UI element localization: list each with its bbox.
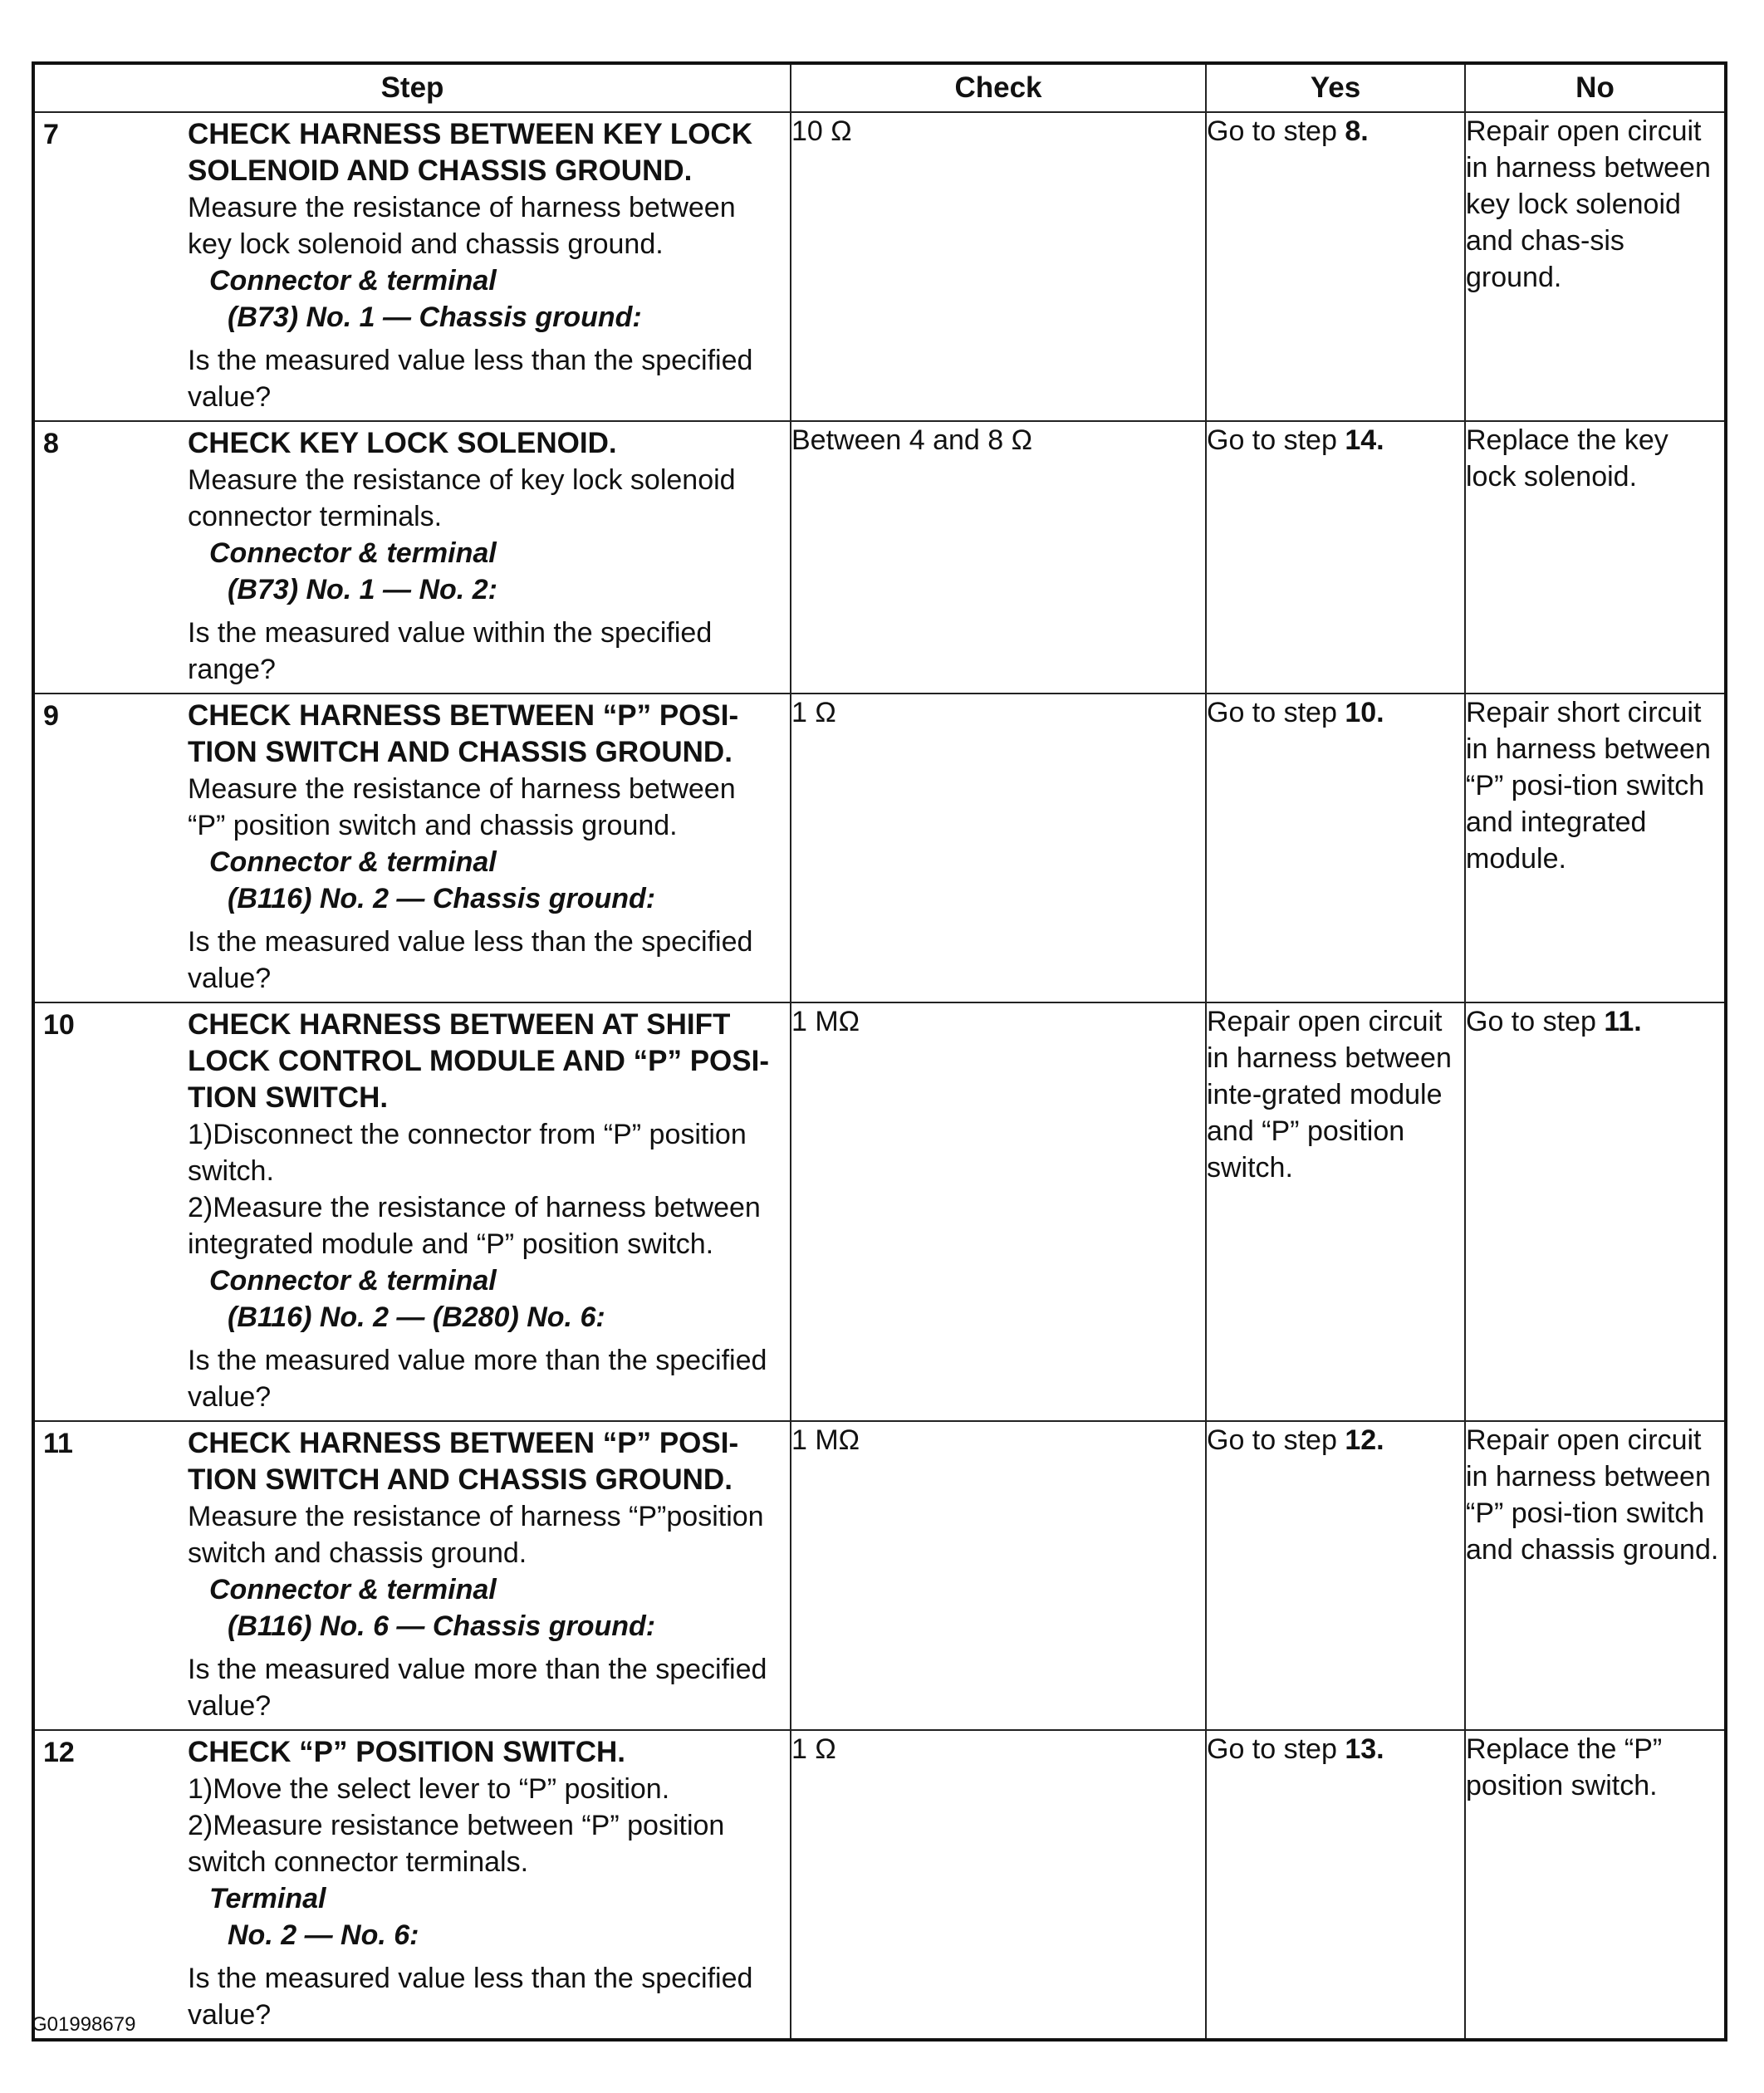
step-number: 7 (43, 119, 59, 150)
header-no: No (1465, 63, 1726, 112)
step-cell (33, 421, 791, 694)
step-number: 9 (43, 700, 59, 732)
yes-step-ref: 8. (1345, 115, 1369, 147)
connector-value: No. 2 — No. 6: (228, 1919, 419, 1951)
no-cell (1465, 1002, 1726, 1421)
yes-cell (1206, 1730, 1465, 2040)
check-cell: 10 Ω (791, 112, 1206, 421)
header-check: Check (791, 63, 1206, 112)
step-number: 10 (43, 1009, 75, 1041)
yes-text: Go to step (1207, 1733, 1345, 1765)
diagnostic-table-container (32, 61, 1724, 2042)
check-cell: 1 MΩ (791, 1421, 1206, 1730)
step-instruction: 2)Measure the resistance of harness between integrated module and “P” position switch. (188, 1192, 761, 1260)
no-cell (1465, 1421, 1726, 1730)
step-cell (33, 112, 791, 421)
step-question: Is the measured value more than the specified value? (188, 1654, 767, 1722)
yes-step-ref: 10. (1345, 697, 1384, 728)
yes-cell (1206, 1002, 1465, 1421)
yes-text: Go to step (1207, 1424, 1345, 1456)
no-cell (1465, 1730, 1726, 2040)
step-instruction: Measure the resistance of key lock solenoid connector terminals. (188, 464, 736, 532)
yes-text: Go to step (1207, 424, 1345, 456)
yes-cell (1206, 421, 1465, 694)
diagnostic-table (32, 61, 1727, 2042)
step-instruction: Measure the resistance of harness between key lock solenoid and chassis ground. (188, 192, 736, 260)
connector-value: (B116) No. 2 — (B280) No. 6: (228, 1301, 605, 1333)
yes-step-ref: 13. (1345, 1733, 1384, 1765)
no-text: Replace the key lock solenoid. (1466, 424, 1668, 493)
step-instruction: 1)Disconnect the connector from “P” position switch. (188, 1119, 747, 1187)
connector-label: Connector & terminal (209, 265, 497, 297)
step-number: 11 (43, 1428, 73, 1459)
step-question: Is the measured value less than the specified value? (188, 345, 753, 413)
connector-value: (B73) No. 1 — No. 2: (228, 574, 497, 605)
step-number: 8 (43, 428, 59, 459)
step-title: CHECK HARNESS BETWEEN “P” POSI-TION SWITCH AND CHASSIS GROUND. (188, 1427, 739, 1496)
yes-step-ref: 12. (1345, 1424, 1384, 1456)
step-instruction: Measure the resistance of harness “P”position switch and chassis ground. (188, 1501, 764, 1569)
yes-cell (1206, 1421, 1465, 1730)
step-question: Is the measured value within the specified range? (188, 617, 713, 685)
no-cell (1465, 421, 1726, 694)
check-cell: 1 Ω (791, 694, 1206, 1002)
connector-label: Terminal (209, 1883, 326, 1914)
check-cell: 1 Ω (791, 1730, 1206, 2040)
step-question: Is the measured value more than the specified value? (188, 1345, 767, 1413)
no-text: Repair open circuit in harness between key lock solenoid and chas-sis ground. (1466, 115, 1711, 293)
step-title: CHECK HARNESS BETWEEN KEY LOCK SOLENOID AND CHASSIS GROUND. (188, 118, 752, 187)
connector-label: Connector & terminal (209, 537, 497, 569)
connector-value: (B116) No. 6 — Chassis ground: (228, 1610, 656, 1642)
header-step: Step (33, 63, 791, 112)
yes-text: Go to step (1207, 115, 1345, 147)
table-row (33, 112, 1726, 421)
yes-cell (1206, 694, 1465, 1002)
no-cell (1465, 112, 1726, 421)
no-text: Repair open circuit in harness between “P” posi-tion switch and chassis ground. (1466, 1424, 1719, 1566)
table-row (33, 1730, 1726, 2040)
yes-cell (1206, 112, 1465, 421)
connector-value: (B73) No. 1 — Chassis ground: (228, 301, 642, 333)
step-question: Is the measured value less than the specified value? (188, 1963, 753, 2031)
table-row (33, 1002, 1726, 1421)
connector-label: Connector & terminal (209, 1574, 497, 1605)
no-step-ref: 11. (1604, 1006, 1642, 1037)
table-row (33, 1421, 1726, 1730)
no-cell (1465, 694, 1726, 1002)
check-cell: Between 4 and 8 Ω (791, 421, 1206, 694)
no-text: Go to step (1466, 1006, 1605, 1037)
table-row (33, 694, 1726, 1002)
connector-label: Connector & terminal (209, 1265, 497, 1296)
yes-step-ref: 14. (1345, 424, 1384, 456)
step-title: CHECK HARNESS BETWEEN AT SHIFT LOCK CONTROL MODULE AND “P” POSI-TION SWITCH. (188, 1008, 769, 1114)
connector-label: Connector & terminal (209, 846, 497, 878)
no-text: Repair short circuit in harness between “P” posi-tion switch and integrated module. (1466, 697, 1711, 875)
step-cell (33, 1421, 791, 1730)
step-cell (33, 1730, 791, 2040)
connector-value: (B116) No. 2 — Chassis ground: (228, 883, 656, 914)
step-instruction: 1)Move the select lever to “P” position. (188, 1773, 670, 1805)
check-cell: 1 MΩ (791, 1002, 1206, 1421)
step-cell (33, 1002, 791, 1421)
table-row (33, 421, 1726, 694)
no-text: Replace the “P” position switch. (1466, 1733, 1663, 1801)
yes-text: Go to step (1207, 697, 1345, 728)
yes-text: Repair open circuit in harness between inte-grated module and “P” position switch. (1207, 1006, 1452, 1184)
step-instruction: Measure the resistance of harness between “P” position switch and chassis ground. (188, 773, 736, 841)
step-title: CHECK KEY LOCK SOLENOID. (188, 427, 617, 459)
step-title: CHECK HARNESS BETWEEN “P” POSI-TION SWITCH AND CHASSIS GROUND. (188, 699, 739, 768)
header-yes: Yes (1206, 63, 1465, 112)
header-row (33, 63, 1726, 112)
step-number: 12 (43, 1737, 75, 1768)
step-title: CHECK “P” POSITION SWITCH. (188, 1736, 625, 1768)
step-question: Is the measured value less than the specified value? (188, 926, 753, 994)
step-cell (33, 694, 791, 1002)
step-instruction: 2)Measure resistance between “P” position switch connector terminals. (188, 1810, 725, 1878)
document-id: G01998679 (32, 2013, 136, 2036)
